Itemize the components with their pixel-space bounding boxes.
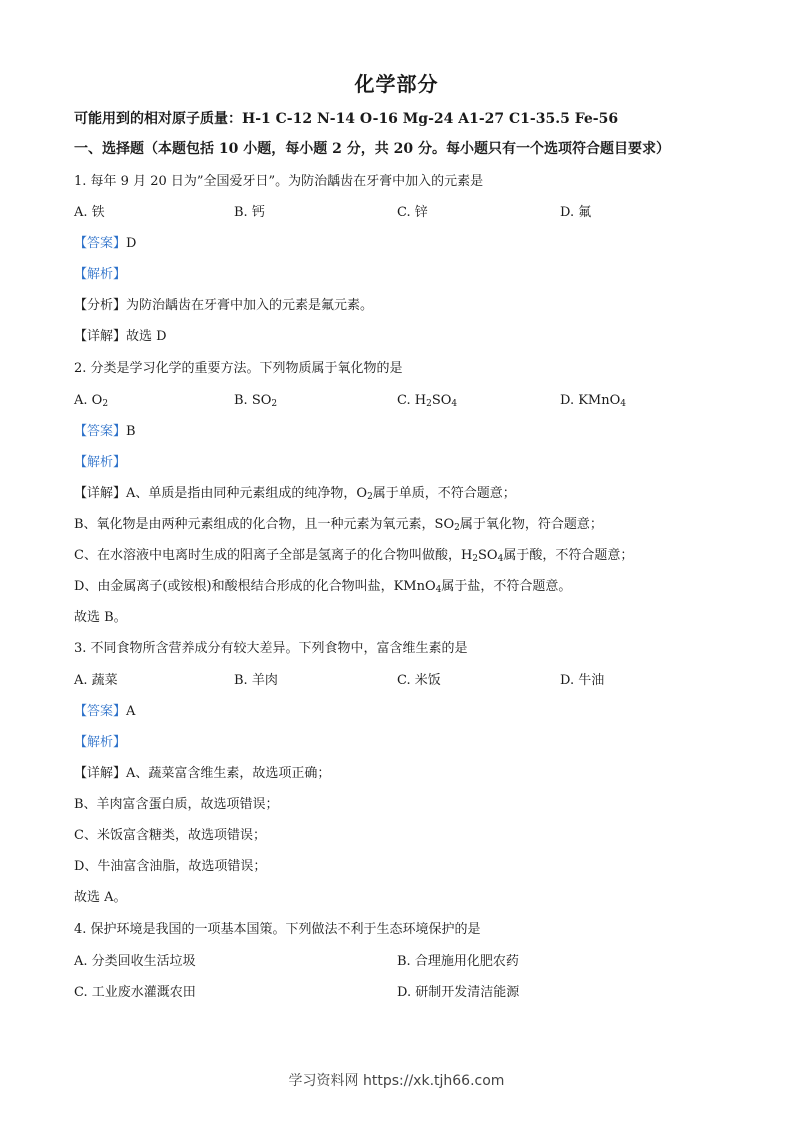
detail-tag: 【详解】 [74, 766, 127, 781]
q2-detail-b-sub: 2 [454, 523, 460, 533]
q3-option-c: C. 米饭 [397, 673, 441, 688]
q2-detail-a-sub: 2 [367, 492, 373, 502]
q1-option-b: B. 钙 [234, 205, 265, 220]
q4-option-a: A. 分类回收生活垃圾 [74, 954, 196, 969]
page-footer-watermark: 学习资料网 https://xk.tjh66.com [288, 1073, 505, 1089]
detail-tag: 【详解】 [74, 486, 127, 501]
q4-option-c: C. 工业废水灌溉农田 [74, 985, 196, 1000]
q2-option-b-text: B. SO [234, 393, 272, 408]
q1-option-c: C. 锌 [397, 205, 428, 220]
q2-stem: 2. 分类是学习化学的重要方法。下列物质属于氧化物的是 [74, 361, 403, 376]
q3-option-d: D. 牛油 [560, 673, 605, 688]
q2-detail-c-text3: 属于酸，不符合题意； [503, 548, 634, 563]
q3-answer: A [126, 704, 136, 719]
fenxi-tag: 【分析】 [74, 298, 127, 313]
q2-option-b [234, 392, 277, 413]
q3-analysis-line [74, 734, 126, 752]
q2-option-d [560, 392, 626, 413]
q2-detail-c-text2: SO [478, 548, 498, 563]
q2-analysis-line [74, 454, 126, 472]
answer-tag: 【答案】 [74, 236, 127, 251]
q2-detail-b-text1: B、氧化物是由两种元素组成的化合物，且一种元素为氧元素，SO [74, 517, 455, 532]
q2-detail-d [74, 578, 571, 599]
q3-answer-line [74, 703, 135, 721]
q1-analysis-text: 为防治龋齿在牙膏中加入的元素是氟元素。 [126, 298, 374, 313]
q2-detail-c-sub2: 4 [497, 554, 504, 564]
q1-analysis-line [74, 266, 126, 284]
q3-detail-d: D、牛油富含油脂，故选项错误； [74, 859, 267, 874]
section-heading: 一、选择题（本题包括 10 小题，每小题 2 分，共 20 分。每小题只有一个选项符合题目要求） [74, 141, 670, 157]
q3-detail-a [74, 765, 330, 783]
q2-option-c-sub2: 4 [451, 399, 458, 409]
atomic-mass-line: 可能用到的相对原子质量：H-1 C-12 N-14 O-16 Mg-24 A1-27 C1-35.5 Fe-56 [74, 111, 619, 127]
q2-option-a [74, 392, 108, 413]
q2-conclusion: 故选 B。 [74, 610, 127, 625]
q2-option-d-sub: 4 [620, 399, 627, 409]
analysis-tag: 【解析】 [74, 735, 127, 750]
detail-tag: 【详解】 [74, 329, 127, 344]
q3-conclusion: 故选 A。 [74, 890, 127, 905]
page-title: 化学部分 [354, 72, 439, 96]
q4-option-d: D. 研制开发清洁能源 [397, 985, 520, 1000]
q2-detail-c-sub1: 2 [472, 554, 479, 564]
q2-detail-b-text2: 属于氧化物，符合题意； [459, 517, 603, 532]
q2-detail-a-text1: A、单质是指由同种元素组成的纯净物，O [126, 486, 368, 501]
q2-option-d-text: D. KMnO [560, 393, 621, 408]
q2-detail-a [74, 485, 516, 506]
q2-option-a-sub: 2 [102, 399, 109, 409]
q3-option-b: B. 羊肉 [234, 673, 278, 688]
q1-detail-line [74, 328, 167, 346]
q2-option-b-sub: 2 [271, 399, 278, 409]
analysis-tag: 【解析】 [74, 267, 127, 282]
q2-detail-c-text1: C、在水溶液中电离时生成的阳离子全部是氢离子的化合物叫做酸，H [74, 548, 473, 563]
q1-option-a: A. 铁 [74, 205, 105, 220]
q2-detail-b [74, 516, 603, 537]
analysis-tag: 【解析】 [74, 455, 127, 470]
q2-detail-a-text2: 属于单质，不符合题意； [372, 486, 516, 501]
q2-answer: B [126, 424, 136, 439]
q2-option-c [397, 392, 457, 413]
q1-detail-text: 故选 D [126, 329, 167, 344]
q3-option-a: A. 蔬菜 [74, 673, 118, 688]
q3-detail-c: C、米饭富含糖类，故选项错误； [74, 828, 266, 843]
q1-fenxi-line [74, 297, 373, 315]
q1-option-d: D. 氟 [560, 205, 592, 220]
q4-option-b: B. 合理施用化肥农药 [397, 954, 519, 969]
q2-option-c-text1: C. H [397, 393, 427, 408]
q1-answer-line [74, 235, 136, 253]
q1-stem: 1. 每年 9 月 20 日为”全国爱牙日”。为防治龋齿在牙膏中加入的元素是 [74, 174, 484, 189]
q4-stem: 4. 保护环境是我国的一项基本国策。下列做法不利于生态环境保护的是 [74, 922, 481, 937]
answer-tag: 【答案】 [74, 424, 127, 439]
q3-detail-a-text: A、蔬菜富含维生素，故选项正确； [126, 766, 331, 781]
q1-answer: D [126, 236, 137, 251]
q2-detail-c [74, 547, 633, 568]
answer-tag: 【答案】 [74, 704, 127, 719]
q2-option-a-text: A. O [74, 393, 103, 408]
q2-answer-line [74, 423, 136, 441]
q2-detail-d-text1: D、由金属离子(或铵根)和酸根结合形成的化合物叫盐，KMnO [74, 579, 436, 594]
q3-detail-b: B、羊肉富含蛋白质，故选项错误； [74, 797, 279, 812]
q2-option-c-sub1: 2 [426, 399, 432, 409]
q2-detail-d-sub: 4 [435, 585, 442, 595]
q2-option-c-text2: SO [431, 393, 452, 408]
q2-detail-d-text2: 属于盐，不符合题意。 [441, 579, 572, 594]
q3-stem: 3. 不同食物所含营养成分有较大差异。下列食物中，富含维生素的是 [74, 641, 468, 656]
